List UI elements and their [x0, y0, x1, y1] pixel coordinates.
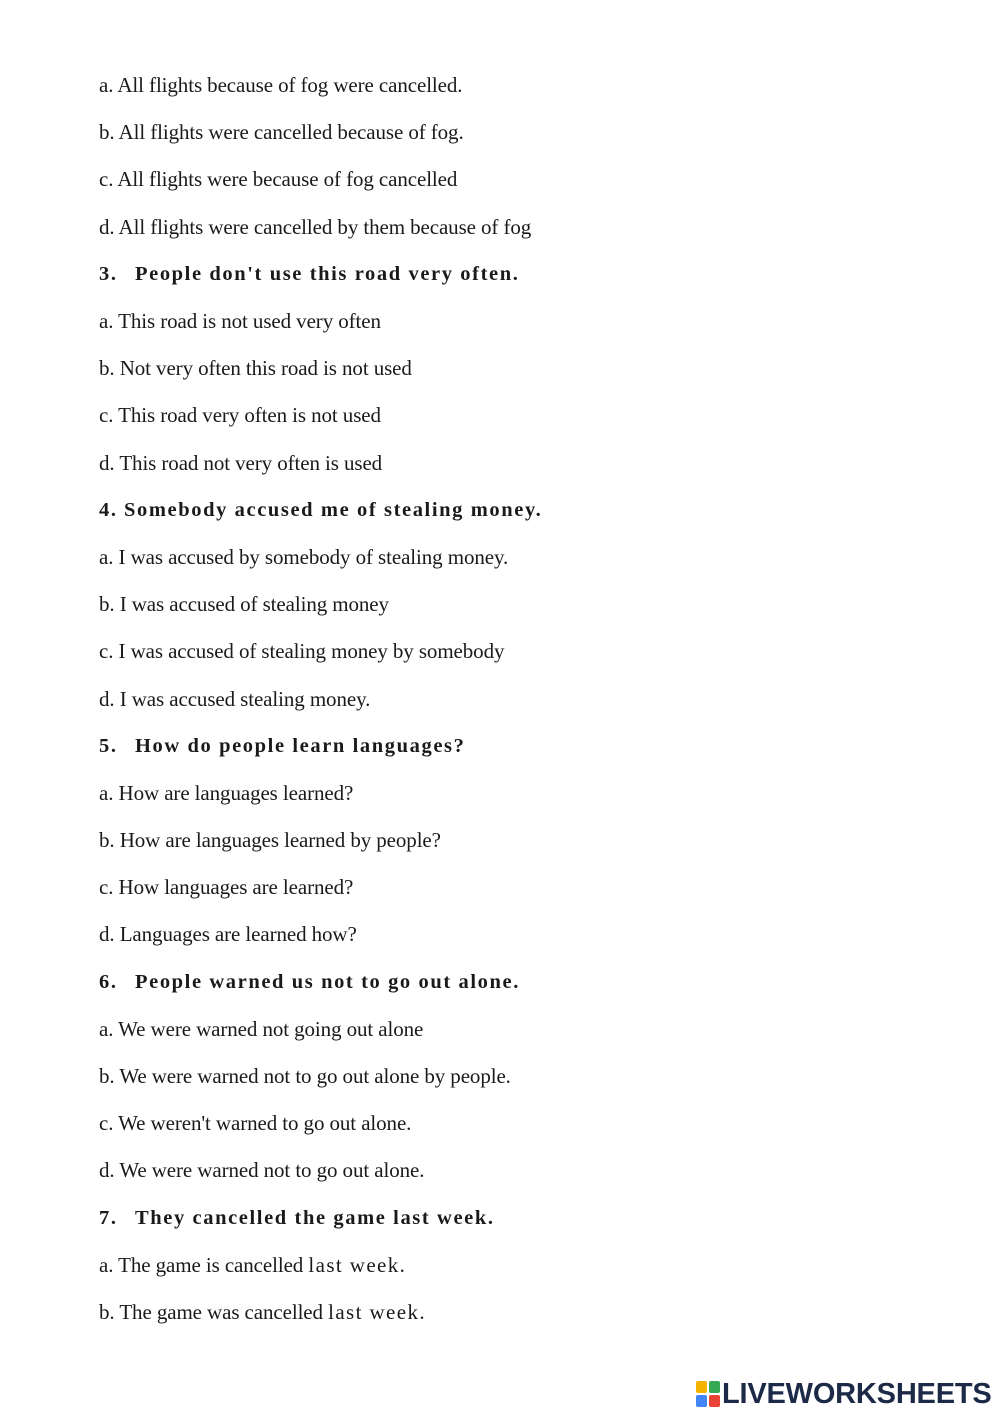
answer-option-text: a. How are languages learned?: [99, 780, 354, 805]
worksheet-page: [99, 62, 960, 1336]
answer-option-text: a. All flights because of fog were cancelled.: [99, 73, 463, 98]
answer-option: [99, 345, 960, 392]
answer-option: [99, 62, 960, 109]
question-prompt: [99, 723, 960, 770]
question-text: How do people learn languages?: [135, 734, 466, 757]
answer-option: [99, 109, 960, 156]
answer-option-text: d. I was accused stealing money.: [99, 686, 371, 711]
answer-option: [99, 1242, 960, 1289]
answer-option-text: c. All flights were because of fog cancelled: [99, 167, 458, 192]
answer-option: [99, 911, 960, 958]
question-text: Somebody accused me of stealing money.: [124, 498, 543, 521]
question-number: 4.: [99, 498, 118, 521]
answer-option-text: b. I was accused of stealing money: [99, 592, 389, 617]
answer-option-text: b. The game was cancelled: [99, 1299, 329, 1324]
answer-option: [99, 770, 960, 817]
answer-option: [99, 1100, 960, 1147]
answer-option: [99, 581, 960, 628]
answer-option-text: a. We were warned not going out alone: [99, 1016, 424, 1041]
answer-option: [99, 440, 960, 487]
question-number: 7.: [99, 1206, 118, 1229]
question-prompt: [99, 487, 960, 534]
answer-option: [99, 675, 960, 722]
answer-option: [99, 204, 960, 251]
answer-option-text: a. This road is not used very often: [99, 309, 381, 334]
answer-option: [99, 628, 960, 675]
answer-option-tail: last week.: [308, 1252, 407, 1277]
answer-option-text: a. The game is cancelled: [99, 1252, 309, 1277]
answer-option-text: d. We were warned not to go out alone.: [99, 1158, 425, 1183]
answer-option-tail: last week.: [328, 1299, 427, 1324]
answer-option: [99, 1053, 960, 1100]
answer-option-text: d. All flights were cancelled by them because of fog: [99, 214, 532, 239]
answer-option: [99, 298, 960, 345]
answer-option: [99, 534, 960, 581]
logo-mark-icon: [696, 1381, 720, 1407]
answer-option-text: c. We weren't warned to go out alone.: [99, 1111, 412, 1136]
answer-option: [99, 156, 960, 203]
answer-option-text: b. We were warned not to go out alone by people.: [99, 1064, 511, 1089]
answer-option: [99, 864, 960, 911]
answer-option-text: a. I was accused by somebody of stealing money.: [99, 544, 509, 569]
answer-option: [99, 817, 960, 864]
answer-option: [99, 1147, 960, 1194]
question-text: They cancelled the game last week.: [135, 1206, 495, 1229]
answer-option-text: c. I was accused of stealing money by somebody: [99, 639, 505, 664]
answer-option: [99, 1006, 960, 1053]
question-prompt: [99, 959, 960, 1006]
answer-option-text: d. Languages are learned how?: [99, 922, 357, 947]
liveworksheets-logo: [696, 1377, 992, 1411]
question-number: 5.: [99, 734, 118, 757]
answer-option-text: d. This road not very often is used: [99, 450, 383, 475]
answer-option-text: b. Not very often this road is not used: [99, 356, 412, 381]
answer-option-text: b. All flights were cancelled because of fog.: [99, 120, 464, 145]
answer-option: [99, 1289, 960, 1336]
question-text: People warned us not to go out alone.: [135, 970, 520, 993]
question-number: 6.: [99, 970, 118, 993]
answer-option-text: c. How languages are learned?: [99, 875, 354, 900]
question-number: 3.: [99, 262, 118, 285]
answer-option-text: b. How are languages learned by people?: [99, 828, 441, 853]
logo-text: LIVEWORKSHEETS: [722, 1378, 992, 1410]
question-prompt: [99, 251, 960, 298]
answer-option: [99, 392, 960, 439]
question-text: People don't use this road very often.: [135, 262, 520, 285]
question-prompt: [99, 1195, 960, 1242]
answer-option-text: c. This road very often is not used: [99, 403, 381, 428]
